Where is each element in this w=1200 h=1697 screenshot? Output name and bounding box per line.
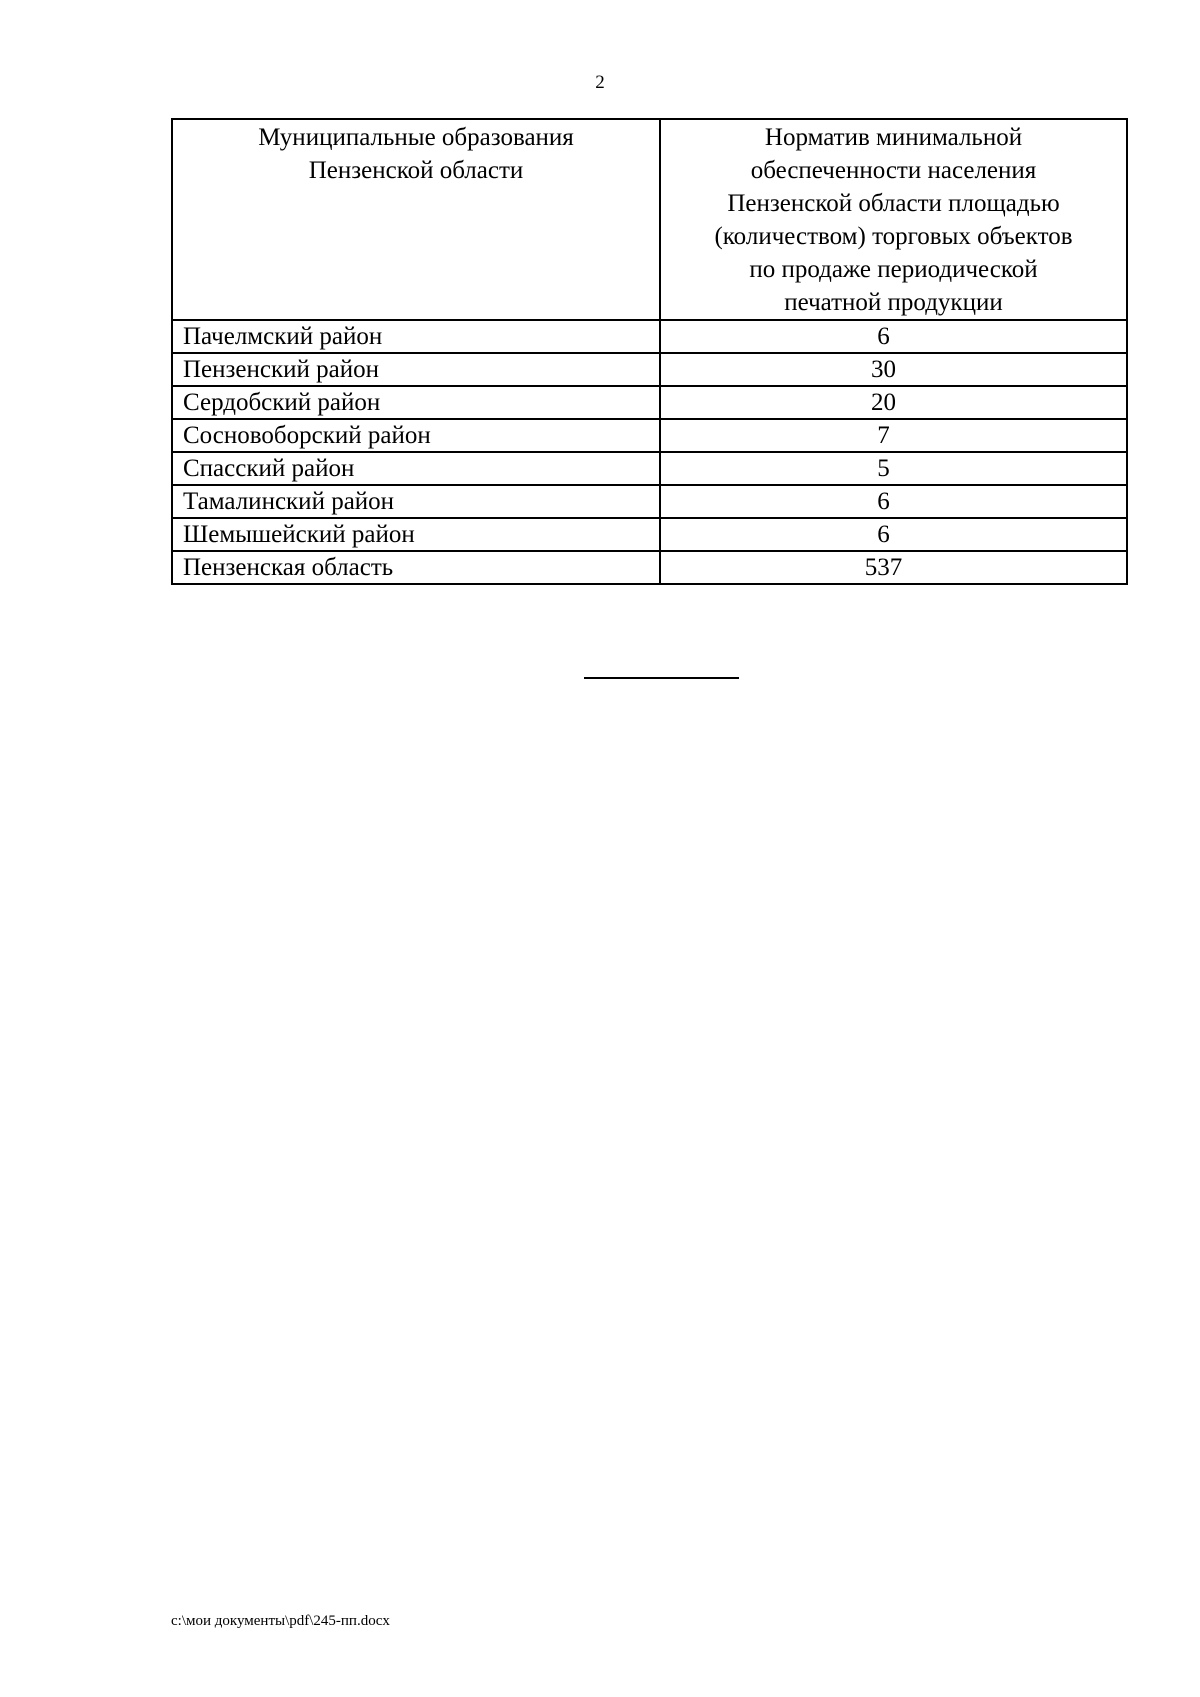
- norm-value: 20: [660, 386, 1127, 419]
- norm-value: 6: [660, 320, 1127, 353]
- page-number: 2: [595, 72, 605, 93]
- norms-table: [171, 118, 1128, 585]
- norm-value: 6: [660, 485, 1127, 518]
- municipality-name: Пачелмский район: [172, 320, 660, 353]
- municipality-name: Сосновоборский район: [172, 419, 660, 452]
- end-of-document-rule: [584, 677, 739, 679]
- municipality-name: Шемышейский район: [172, 518, 660, 551]
- norm-value: 6: [660, 518, 1127, 551]
- table-row: [172, 353, 1127, 386]
- norm-value: 537: [660, 551, 1127, 584]
- table-row: [172, 452, 1127, 485]
- table-row: [172, 518, 1127, 551]
- header-norm: Норматив минимальной обеспеченности населения Пензенской области площадью (количеством) торговых объектов по продаже периодической печатной продукции: [660, 119, 1127, 320]
- norm-value: 7: [660, 419, 1127, 452]
- municipality-name: Сердобский район: [172, 386, 660, 419]
- header-municipalities: Муниципальные образования Пензенской области: [172, 119, 660, 320]
- table-row: [172, 320, 1127, 353]
- file-path-footer: c:\мои документы\pdf\245-пп.docx: [171, 1613, 390, 1629]
- table-row-total: [172, 551, 1127, 584]
- municipality-name: Спасский район: [172, 452, 660, 485]
- municipality-name: Пензенская область: [172, 551, 660, 584]
- table-row: [172, 485, 1127, 518]
- table-row: [172, 419, 1127, 452]
- norm-value: 5: [660, 452, 1127, 485]
- norm-value: 30: [660, 353, 1127, 386]
- municipality-name: Тамалинский район: [172, 485, 660, 518]
- table-row: [172, 386, 1127, 419]
- table-header-row: [172, 119, 1127, 320]
- municipality-name: Пензенский район: [172, 353, 660, 386]
